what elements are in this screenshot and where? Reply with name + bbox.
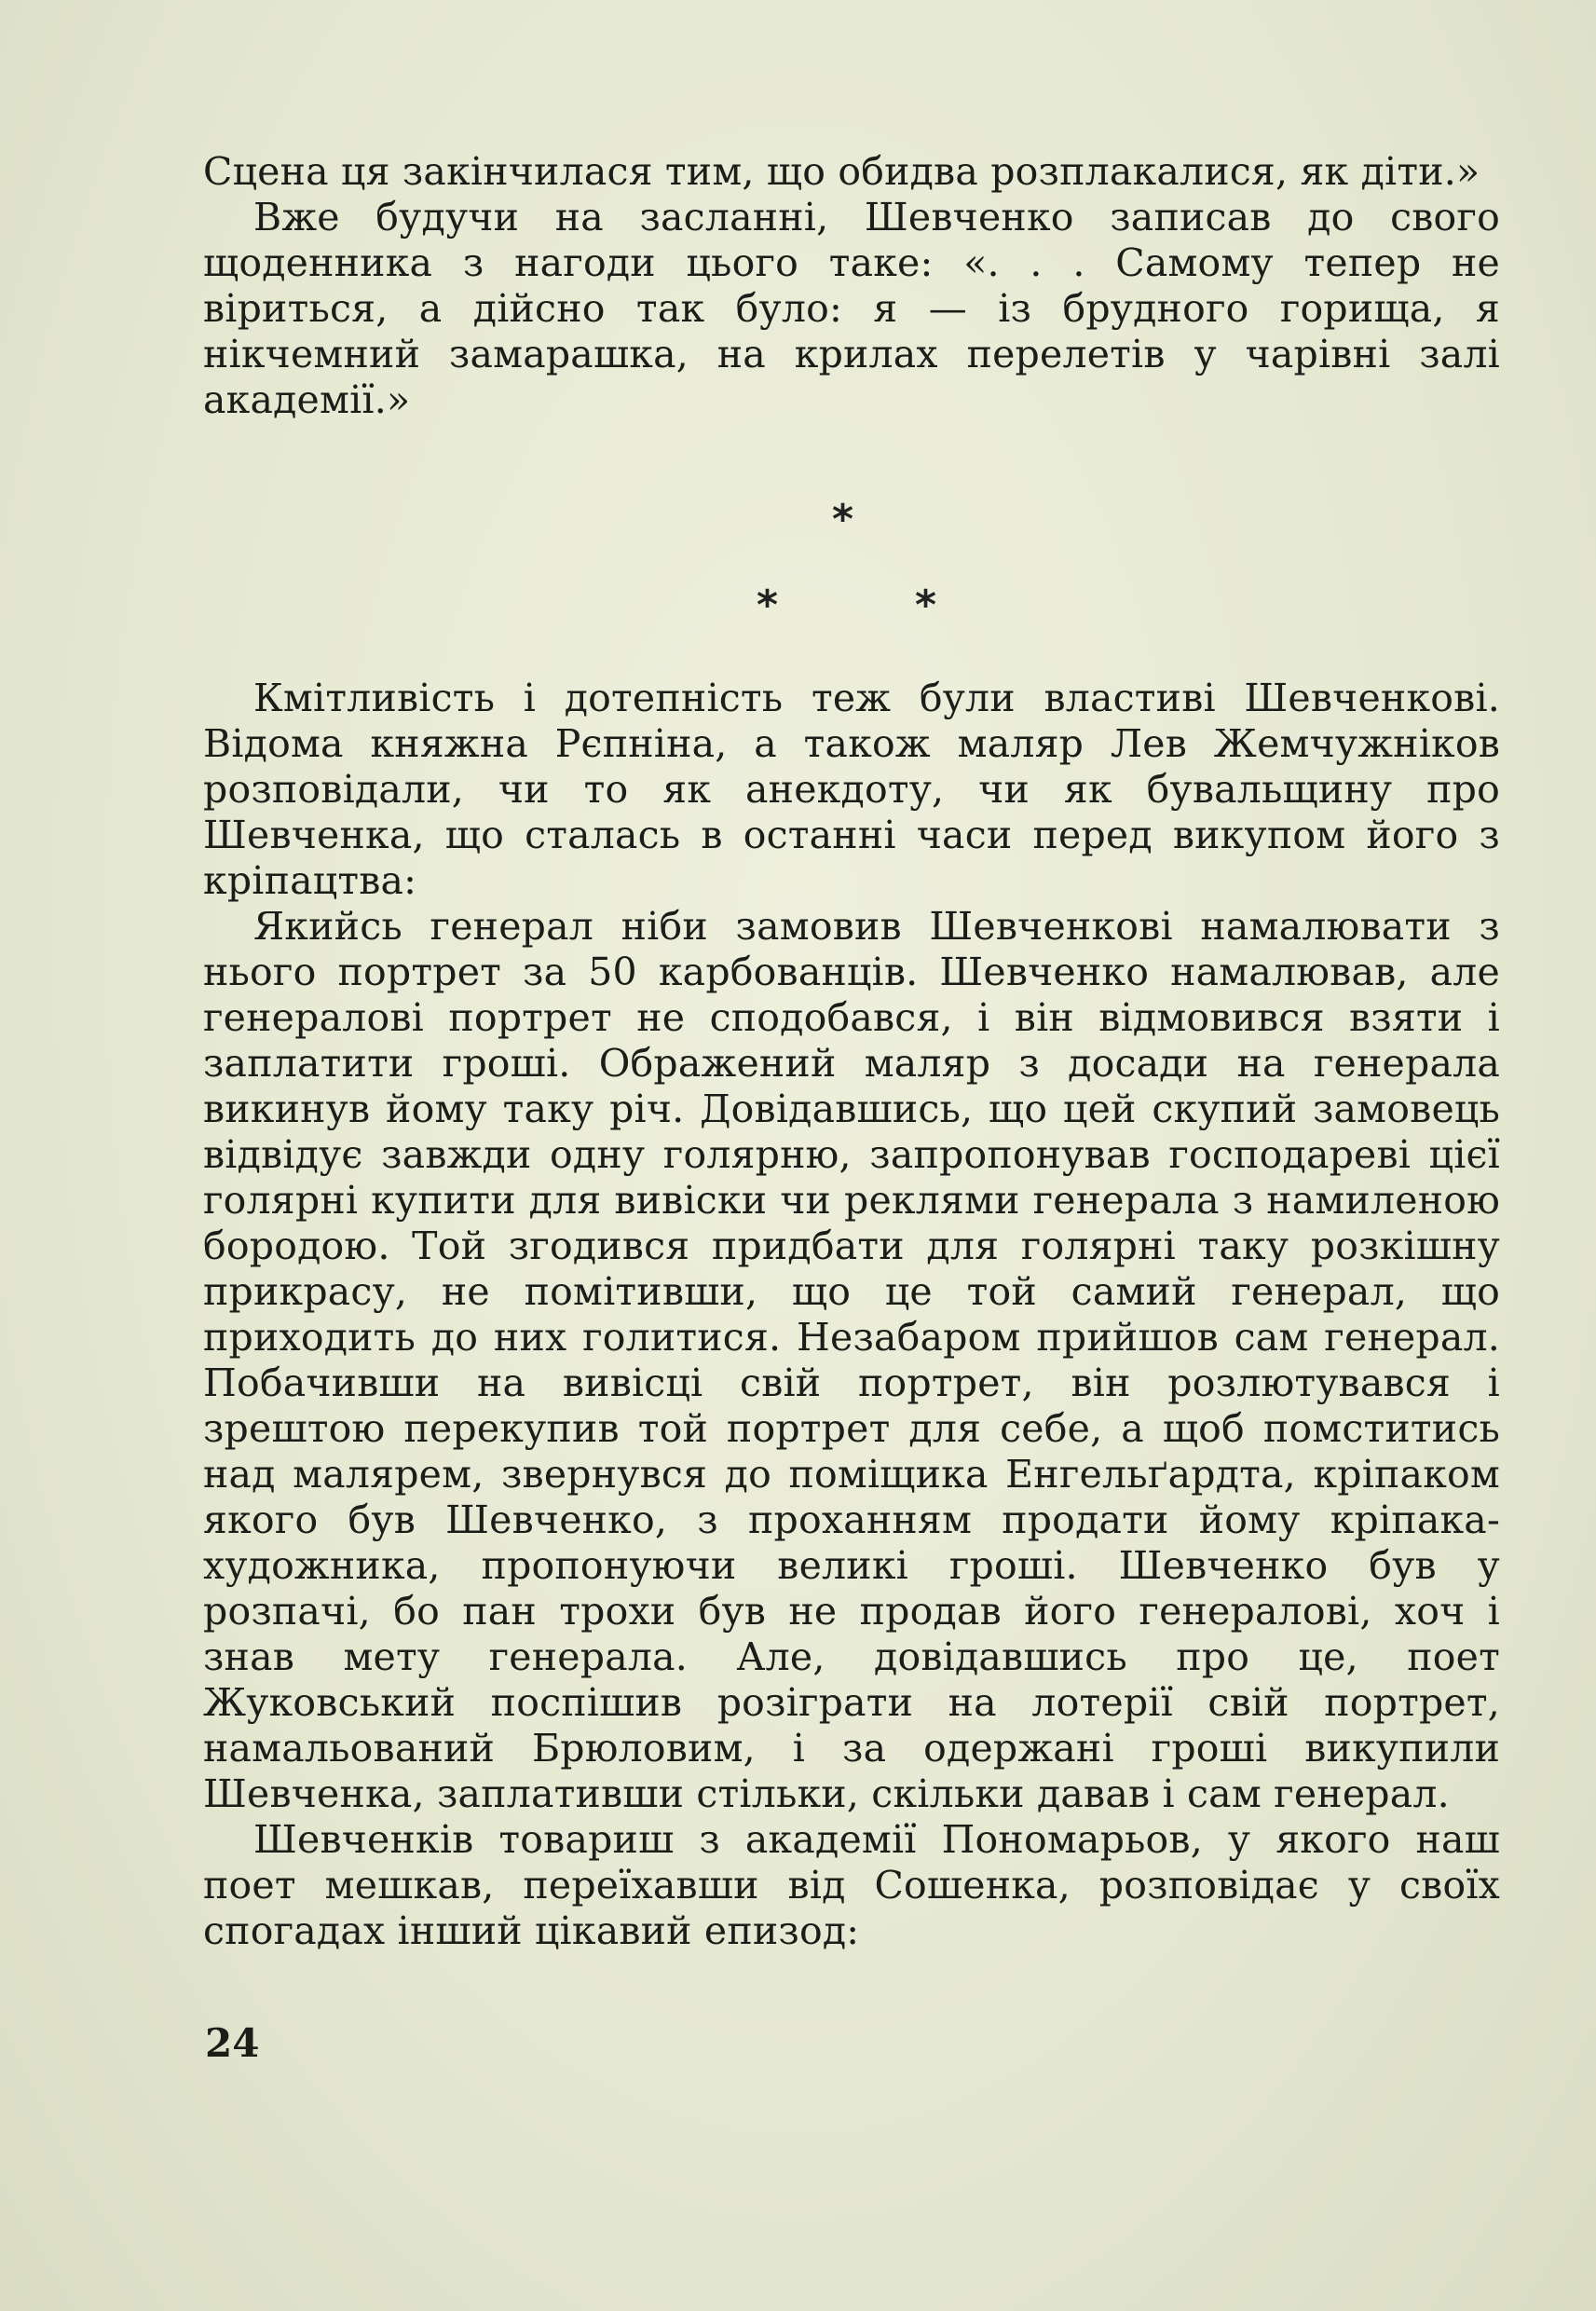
text-block-top [203,149,1500,423]
asterism-star: * [915,581,937,629]
paragraph: Кмітливість і дотепність теж були властиві Шевченкові. Відома княжна Рєпніна, а також маляр Лев Жемчужніков розповідали, чи то як анекдоту, чи як бувальщину про Шевченка, що сталась в останні часи перед викупом його з кріпацтва: [203,676,1500,903]
asterism-star: * [757,581,779,629]
asterism-star: * [832,496,854,543]
paragraph: Шевченків товариш з академії Пономарьов, у якого наш поет мешкав, переїхавши від Сошенка, розповідає у своїх спогадах інший цікавий епизод: [203,1817,1500,1953]
paragraph: Сцена ця закінчилася тим, що обидва розплакалися, як діти.» [203,149,1480,194]
paragraph: Якийсь генерал ніби замовив Шевченкові намалювати з нього портрет за 50 карбованців. Шевченко намалював, але генералові портрет не сподобався, і він відмовився взяти і заплатити гроші. Ображений маляр з досади на генерала викинув йому таку річ. Довідавшись, що цей скупий замовець відвідує завжди одну голярню, запропонував господареві цієї голярні купити для вивіски чи реклями генерала з намиленою бородою. Той згодився придбати для голярні таку розкішну прикрасу, не помітивши, що це той самий генерал, що приходить до них голитися. Незабаром прийшов сам генерал. Побачивши на вивісці свій портрет, він розлютувався і зрештою перекупив той портрет для себе, а щоб помститись над малярем, звернувся до поміщика Енгельґардта, кріпаком якого був Шевченко, з проханням продати йому кріпака-художника, пропонуючи великі гроші. Шевченко був у розпачі, бо пан трохи був не продав його генералові, хоч і знав мету генерала. Але, довідавшись про це, поет Жуковський поспішив розіграти на лотерії свій портрет, намальований Брюловим, і за одержані гроші викупили Шевченка, заплативши стільки, скільки давав і сам генерал. [203,904,1500,1816]
page-number: 24 [205,2020,260,2066]
paragraph: Вже будучи на засланні, Шевченко записав до свого щоденника з нагоди цього таке: «. . . Самому тепер не віриться, а дійсно так було: я — із брудного горища, я нікчемний замарашка, на крилах перелетів у чарівні залі академії.» [203,195,1500,422]
text-block-main [203,676,1500,1954]
